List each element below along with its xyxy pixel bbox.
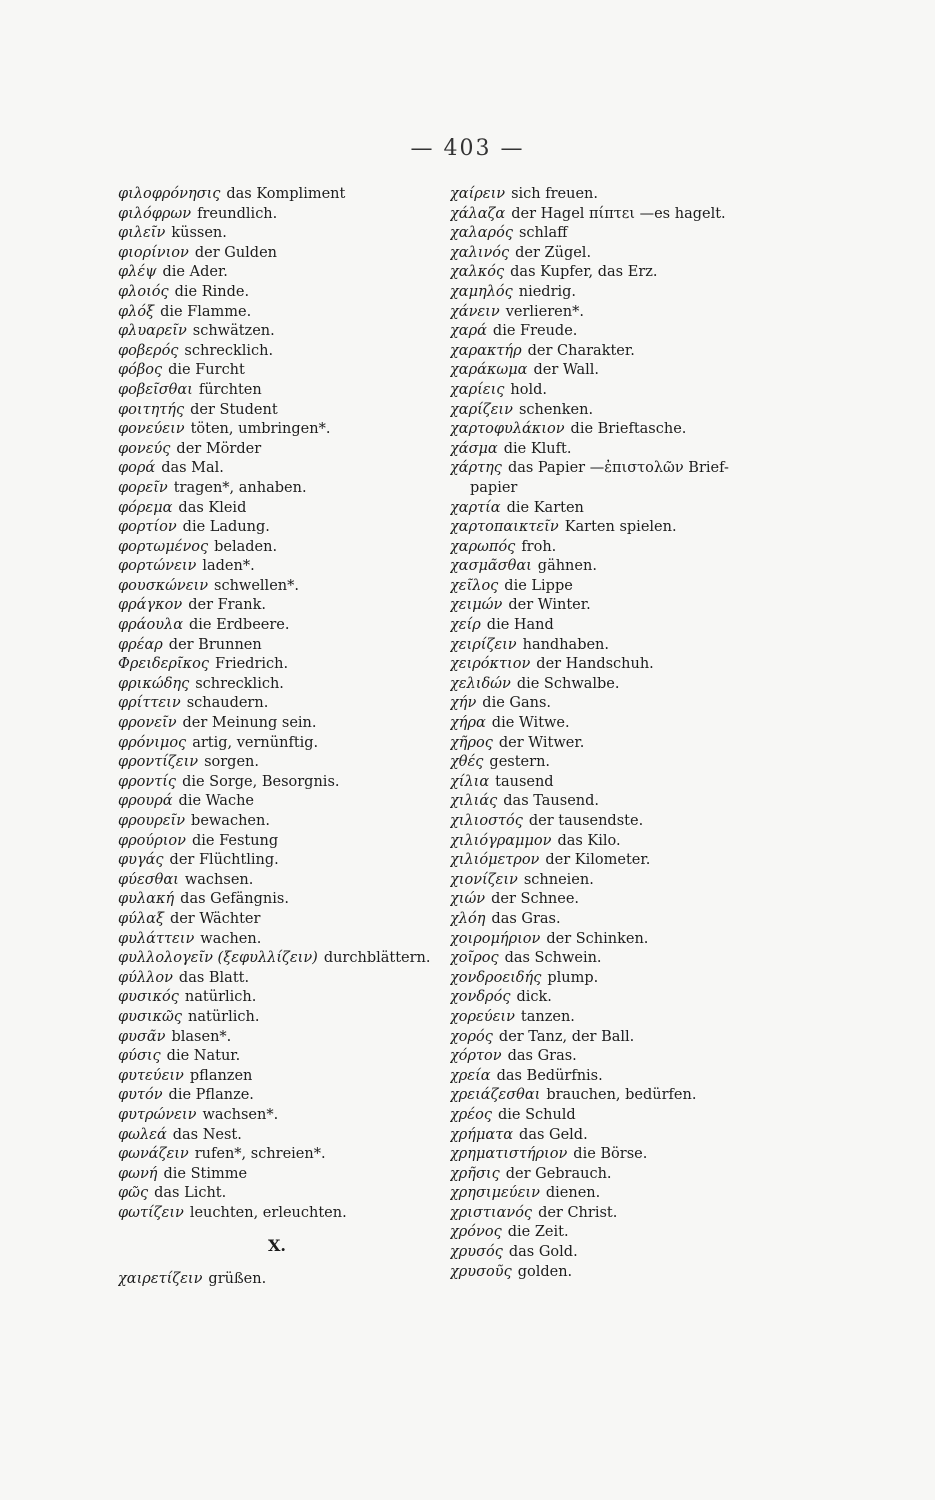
greek-headword: φρουρά [118, 793, 173, 810]
dictionary-entry [450, 910, 840, 930]
dictionary-entry [450, 263, 840, 283]
german-translation: dick. [516, 989, 552, 1006]
greek-headword: χάσμα [450, 440, 498, 457]
greek-headword: χρῆσις [450, 1165, 500, 1182]
german-translation: artig, vernünftig. [192, 734, 319, 751]
german-translation: die Zeit. [507, 1224, 569, 1241]
greek-headword: χαρτοφυλάκιον [450, 421, 565, 438]
german-translation: wachen. [200, 930, 262, 947]
dictionary-entry [450, 1047, 840, 1067]
greek-headword: χεῖλος [450, 577, 499, 594]
dictionary-entry [450, 303, 840, 323]
german-translation: rufen*, schreien*. [194, 1146, 326, 1163]
german-translation: der Brunnen [168, 636, 262, 653]
german-translation: der Kilometer. [545, 852, 651, 869]
german-translation: das Licht. [154, 1185, 227, 1202]
dictionary-entry [450, 1126, 840, 1146]
greek-headword: χθές [450, 754, 484, 771]
page-number: — 403 — [410, 136, 525, 161]
german-translation: tanzen. [520, 1008, 575, 1025]
greek-headword: φυγάς [118, 852, 164, 869]
german-translation: der Frank. [188, 597, 266, 614]
dictionary-entry [450, 636, 840, 656]
dictionary-entry [450, 1223, 840, 1243]
german-translation: der Handschuh. [536, 656, 654, 673]
dictionary-entry [450, 1184, 840, 1204]
dictionary-entry [450, 792, 840, 812]
german-translation: die Ladung. [182, 519, 270, 536]
greek-headword: φορεῖν [118, 479, 168, 496]
greek-headword: φῶς [118, 1185, 149, 1202]
dictionary-entry [450, 283, 840, 303]
greek-headword: χρειάζεσθαι [450, 1087, 541, 1104]
greek-headword: χοιρομήριον [450, 930, 541, 947]
german-translation: Friedrich. [214, 656, 289, 673]
entry-continuation: papier [470, 479, 518, 496]
german-translation: plump. [547, 969, 599, 986]
greek-headword: φονεύειν [118, 421, 185, 438]
dictionary-entry [450, 832, 840, 852]
greek-headword: χαρωπός [450, 538, 516, 555]
dictionary-entry [450, 361, 840, 381]
german-translation: der Winter. [508, 597, 591, 614]
dictionary-entry [450, 753, 840, 773]
dictionary-entry [450, 1263, 840, 1283]
german-translation: die Witwe. [491, 715, 570, 732]
greek-headword: χορός [450, 1028, 493, 1045]
greek-headword: χελιδών [450, 675, 511, 692]
greek-headword: χαλινός [450, 244, 510, 261]
greek-headword: χήν [450, 695, 477, 712]
greek-headword: χρησιμεύειν [450, 1185, 540, 1202]
german-translation: blasen*. [171, 1028, 232, 1045]
german-translation: schwätzen. [192, 323, 275, 340]
german-translation: wachsen*. [202, 1106, 279, 1123]
german-translation: tausend [495, 773, 554, 790]
greek-headword: φρούριον [118, 832, 186, 849]
greek-headword: φλέψ [118, 264, 157, 281]
german-translation: das Gras. [491, 910, 561, 927]
dictionary-entry [450, 499, 840, 519]
german-translation: der Mörder [176, 440, 262, 457]
greek-headword: χονδροειδής [450, 969, 542, 986]
dictionary-entry [450, 1086, 840, 1106]
dictionary-entry [450, 440, 840, 460]
greek-headword: φράγκον [118, 597, 183, 614]
dictionary-entry [450, 244, 840, 264]
greek-headword: φρίττειν [118, 695, 181, 712]
german-translation: fürchten [198, 381, 262, 398]
dictionary-entry [450, 322, 840, 342]
greek-headword: φονεύς [118, 440, 171, 457]
german-translation: schneien. [523, 871, 594, 888]
german-translation: beladen. [214, 538, 278, 555]
german-translation: gestern. [489, 754, 551, 771]
german-translation: töten, umbringen*. [190, 421, 331, 438]
dictionary-entry [450, 969, 840, 989]
dictionary-entry [450, 734, 840, 754]
greek-headword: φοβερός [118, 342, 179, 359]
greek-headword: χαίρειν [450, 186, 506, 202]
german-translation: natürlich. [188, 1008, 260, 1025]
dictionary-entry [450, 988, 840, 1008]
german-translation: gähnen. [537, 558, 597, 575]
greek-headword: χαλκός [450, 264, 505, 281]
german-translation: der Meinung sein. [182, 715, 317, 732]
greek-headword: χρυσοῦς [450, 1263, 512, 1280]
dictionary-entry [450, 342, 840, 362]
greek-headword: χαρίεις [450, 381, 505, 398]
german-translation: durchblättern. [323, 950, 431, 967]
german-translation: der Wächter [169, 910, 261, 927]
greek-headword: φυσικός [118, 989, 179, 1006]
greek-headword: φιλεῖν [118, 225, 166, 242]
german-translation: der Student [190, 401, 278, 418]
greek-headword: φορτώνειν [118, 558, 197, 575]
greek-headword: χαρά [450, 323, 487, 340]
german-translation: die Kluft. [503, 440, 572, 457]
german-translation: sorgen. [204, 754, 259, 771]
german-translation: der Gulden [194, 244, 277, 261]
dictionary-entry [450, 557, 840, 577]
dictionary-entry [450, 401, 840, 421]
german-translation: pflanzen [189, 1067, 253, 1084]
greek-headword: φορτωμένος [118, 538, 209, 555]
german-translation: schwellen*. [214, 577, 299, 594]
german-translation: der Gebrauch. [505, 1165, 612, 1182]
dictionary-entry [450, 420, 840, 440]
dictionary-entry [450, 714, 840, 734]
german-translation: die Stimme [163, 1165, 248, 1182]
greek-headword: φύλαξ [118, 910, 164, 927]
dictionary-entry [450, 224, 840, 244]
greek-headword: χῆρος [450, 734, 493, 751]
dictionary-entry [450, 518, 840, 538]
greek-headword: φύλλον [118, 969, 173, 986]
greek-headword: φιλοφρόνησις [118, 186, 221, 202]
german-translation: tragen*, anhaben. [173, 479, 307, 496]
greek-headword: φύεσθαι [118, 871, 179, 888]
greek-headword: χοῖρος [450, 950, 499, 967]
dictionary-entry [450, 1145, 840, 1165]
greek-headword: χαμηλός [450, 283, 513, 300]
german-translation: das Kleid [178, 499, 247, 516]
greek-headword: φιορίνιον [118, 244, 189, 261]
greek-headword: φράουλα [118, 617, 183, 634]
german-translation: die Schwalbe. [516, 675, 620, 692]
german-translation: das Papier —ἐπιστολῶν Brief- [507, 460, 729, 477]
german-translation: dienen. [545, 1185, 601, 1202]
german-translation: der Witwer. [498, 734, 585, 751]
greek-headword: χρυσός [450, 1244, 503, 1261]
german-translation: laden*. [202, 558, 255, 575]
dictionary-entry [450, 1243, 840, 1263]
greek-headword: φρουρεῖν [118, 813, 186, 829]
greek-headword: χρεία [450, 1067, 491, 1084]
german-translation: froh. [521, 538, 557, 555]
german-translation: der Schnee. [491, 891, 580, 908]
greek-headword: φυλάττειν [118, 930, 195, 947]
dictionary-entry [450, 1008, 840, 1028]
dictionary-entry [450, 538, 840, 558]
greek-headword: χριστιανός [450, 1204, 533, 1221]
german-translation: der Tanz, der Ball. [498, 1028, 635, 1045]
greek-headword: φωλεά [118, 1126, 167, 1143]
greek-headword: χαλαρός [450, 225, 513, 242]
german-translation: die Rinde. [174, 283, 250, 300]
german-translation: die Wache [178, 793, 254, 810]
greek-headword: χήρα [450, 715, 486, 732]
german-translation: die Natur. [166, 1048, 241, 1065]
german-translation: leuchten, erleuchten. [189, 1204, 347, 1221]
german-translation: handhaben. [522, 636, 610, 653]
greek-headword: φόρεμα [118, 499, 173, 516]
dictionary-entry [450, 205, 840, 225]
greek-headword: φυλλολογεῖν (ξεφυλλίζειν) [118, 950, 318, 967]
greek-headword: φρόνιμος [118, 734, 187, 751]
greek-headword: χάλαζα [450, 205, 506, 222]
german-translation: Karten spielen. [564, 519, 677, 536]
dictionary-entry [450, 1165, 840, 1185]
german-translation: das Gras. [507, 1048, 577, 1065]
greek-headword: χρηματιστήριον [450, 1146, 568, 1163]
german-translation: die Erdbeere. [189, 617, 290, 634]
greek-headword: χίλια [450, 773, 490, 790]
dictionary-entry [450, 596, 840, 616]
dictionary-entry [450, 185, 840, 205]
german-translation: das Bedürfnis. [496, 1067, 603, 1084]
greek-headword: φύσις [118, 1048, 161, 1065]
greek-headword: Φρειδερῖκος [118, 656, 209, 673]
greek-headword: χασμᾶσθαι [450, 558, 532, 575]
german-translation: die Börse. [573, 1146, 648, 1163]
greek-headword: φρέαρ [118, 636, 163, 653]
german-translation: küssen. [171, 225, 227, 242]
german-translation: das Mal. [161, 460, 224, 477]
dictionary-entry [450, 1204, 840, 1224]
german-translation: bewachen. [191, 813, 270, 829]
greek-headword: χονδρός [450, 989, 511, 1006]
greek-headword: χρέος [450, 1106, 492, 1123]
german-translation: hold. [510, 381, 547, 398]
german-translation: das Geld. [519, 1126, 588, 1143]
greek-headword: χάνειν [450, 303, 500, 320]
german-translation: schlaff [518, 225, 568, 242]
greek-headword: χόρτον [450, 1048, 502, 1065]
greek-headword: χιλιάς [450, 793, 498, 810]
german-translation: das Kilo. [557, 832, 621, 849]
german-translation: schrecklich. [184, 342, 274, 359]
greek-headword: χρόνος [450, 1224, 502, 1241]
greek-headword: φρονεῖν [118, 715, 177, 732]
german-translation: die Furcht [168, 362, 245, 379]
greek-headword: χειρόκτιον [450, 656, 531, 673]
german-translation: die Lippe [504, 577, 573, 594]
german-translation: die Karten [506, 499, 584, 516]
german-translation: der Zügel. [515, 244, 592, 261]
greek-headword: φιλόφρων [118, 205, 192, 222]
greek-headword: χιονίζειν [450, 871, 518, 888]
dictionary-entry [450, 694, 840, 714]
greek-headword: χαιρετίζειν [118, 1271, 203, 1287]
german-translation: der Hagel πίπτει —es hagelt. [511, 205, 726, 222]
greek-headword: φροντίζειν [118, 754, 199, 771]
dictionary-entry [450, 930, 840, 950]
german-translation: die Sorge, Besorgnis. [182, 773, 340, 790]
greek-headword: φυτρώνειν [118, 1106, 197, 1123]
german-translation: brauchen, bedürfen. [546, 1087, 697, 1104]
german-translation: das Nest. [172, 1126, 242, 1143]
dictionary-entry [450, 577, 840, 597]
dictionary-entry [450, 1028, 840, 1048]
german-translation: grüßen. [208, 1271, 267, 1287]
greek-headword: χαρτοπαικτεῖν [450, 519, 559, 536]
dictionary-entry [450, 871, 840, 891]
greek-headword: φορτίον [118, 519, 177, 536]
greek-headword: χιλιόγραμμον [450, 832, 552, 849]
german-translation: der Schinken. [546, 930, 649, 947]
greek-headword: χάρτης [450, 460, 502, 477]
greek-headword: φυτόν [118, 1087, 163, 1104]
german-translation: wachsen. [184, 871, 254, 888]
greek-headword: χειμών [450, 597, 503, 614]
greek-headword: χιών [450, 891, 486, 908]
greek-headword: φυσᾶν [118, 1028, 166, 1045]
german-translation: freundlich. [197, 205, 278, 222]
dictionary-entry [450, 890, 840, 910]
german-translation: das Kupfer, das Erz. [510, 264, 658, 281]
greek-headword: φωνάζειν [118, 1146, 189, 1163]
dictionary-entry [118, 1270, 418, 1290]
german-translation: die Freude. [492, 323, 578, 340]
german-translation: das Schwein. [504, 950, 602, 967]
greek-headword: χρήματα [450, 1126, 514, 1143]
german-translation: der Christ. [538, 1204, 618, 1221]
dictionary-entry [450, 1067, 840, 1087]
german-translation: golden. [517, 1263, 573, 1280]
greek-headword: φοιτητής [118, 401, 185, 418]
greek-headword: φρικώδης [118, 675, 190, 692]
greek-headword: φλόξ [118, 303, 155, 320]
german-translation: der Wall. [533, 362, 600, 379]
dictionary-entry [450, 381, 840, 401]
greek-headword: χαράκωμα [450, 362, 528, 379]
greek-headword: φόβος [118, 362, 163, 379]
dictionary-entry [450, 949, 840, 969]
greek-headword: χιλιόμετρον [450, 852, 540, 869]
dictionary-entry [450, 675, 840, 695]
dictionary-entry [450, 851, 840, 871]
german-translation: natürlich. [184, 989, 257, 1006]
german-translation: sich freuen. [511, 186, 598, 202]
german-translation: schenken. [518, 401, 594, 418]
dictionary-entry [450, 773, 840, 793]
german-translation: schaudern. [186, 695, 269, 712]
greek-headword: χειρίζειν [450, 636, 517, 653]
german-translation: die Schuld [497, 1106, 576, 1123]
german-translation: die Ader. [162, 264, 228, 281]
greek-headword: φροντίς [118, 773, 177, 790]
greek-headword: χορεύειν [450, 1008, 515, 1025]
greek-headword: χαρακτήρ [450, 342, 522, 359]
greek-headword: φυσικῶς [118, 1008, 183, 1025]
german-translation: der Flüchtling. [169, 852, 279, 869]
greek-headword: χλόη [450, 910, 486, 927]
greek-headword: φλοιός [118, 283, 169, 300]
dictionary-entry [450, 655, 840, 675]
german-translation: das Blatt. [178, 969, 250, 986]
greek-headword: φορά [118, 460, 156, 477]
german-translation: das Gefängnis. [180, 891, 289, 908]
german-translation: der tausendste. [528, 813, 644, 829]
greek-headword: φουσκώνειν [118, 577, 209, 594]
german-translation: schrecklich. [195, 675, 284, 692]
greek-headword: φυλακή [118, 891, 175, 908]
greek-headword: χείρ [450, 617, 481, 634]
german-translation: die Flamme. [160, 303, 252, 320]
german-translation: die Hand [486, 617, 554, 634]
dictionary-entry [450, 616, 840, 636]
german-translation: verlieren*. [505, 303, 584, 320]
greek-headword: χαρίζειν [450, 401, 513, 418]
greek-headword: χαρτία [450, 499, 501, 516]
section-letter: X. [268, 1236, 286, 1255]
greek-headword: φωτίζειν [118, 1204, 184, 1221]
dictionary-entry [450, 459, 840, 479]
greek-headword: φωνή [118, 1165, 158, 1182]
german-translation: das Kompliment [226, 186, 346, 202]
greek-headword: χιλιοστός [450, 813, 523, 829]
german-translation: niedrig. [518, 283, 577, 300]
german-translation: das Tausend. [503, 793, 600, 810]
german-translation: das Gold. [508, 1244, 578, 1261]
section-x-entries [118, 1270, 418, 1290]
dictionary-entry [450, 1106, 840, 1126]
greek-headword: φυτεύειν [118, 1067, 184, 1084]
german-translation: die Pflanze. [168, 1087, 254, 1104]
german-translation: die Gans. [482, 695, 552, 712]
greek-headword: φλυαρεῖν [118, 323, 187, 340]
german-translation: der Charakter. [527, 342, 635, 359]
right-column [450, 185, 840, 1282]
dictionary-entry [450, 812, 840, 832]
german-translation: die Brieftasche. [570, 421, 687, 438]
greek-headword: φοβεῖσθαι [118, 381, 193, 398]
german-translation: die Festung [191, 832, 279, 849]
